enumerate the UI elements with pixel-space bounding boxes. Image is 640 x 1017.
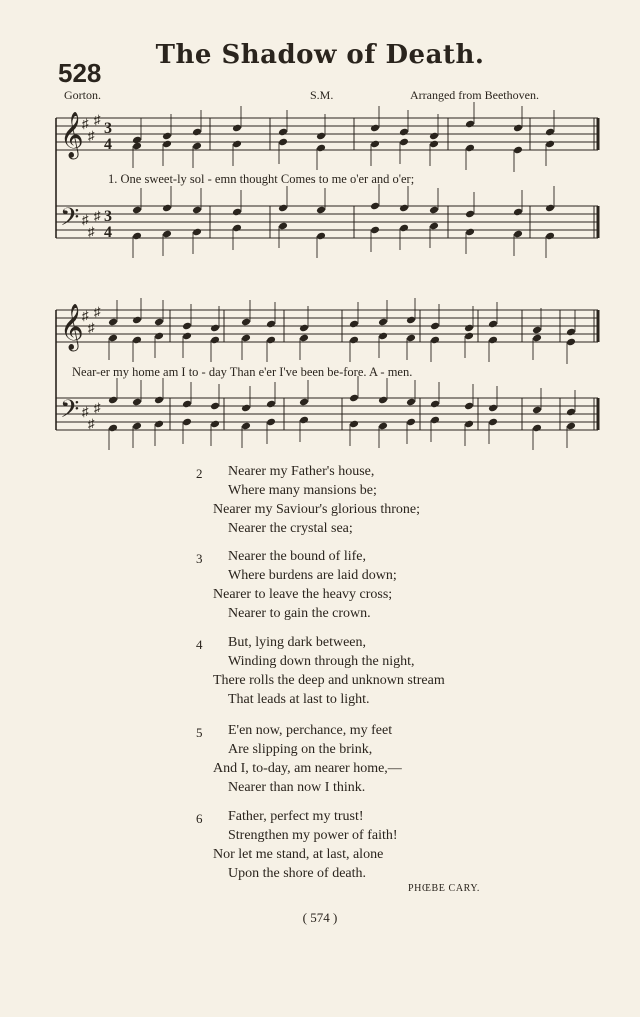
stanza-line: Nearer to gain the crown. [228, 606, 371, 621]
note-head [266, 320, 276, 329]
note-head [464, 332, 474, 341]
note-head [299, 324, 309, 333]
note-head [465, 120, 475, 129]
stanza-line: Where burdens are laid down; [228, 568, 397, 583]
note-head [299, 334, 309, 343]
stanza-line: Nearer to leave the heavy cross; [213, 587, 393, 602]
note-head [162, 140, 172, 149]
note-head [210, 324, 220, 333]
hymn-title: The Shadow of Death. [155, 40, 485, 70]
note-head [182, 418, 192, 427]
note-head [132, 232, 142, 241]
note-head [513, 124, 523, 133]
note-head [406, 316, 416, 325]
note-head [406, 334, 416, 343]
note-head [429, 132, 439, 141]
note-head [532, 406, 542, 415]
stanza-line: Nearer my Saviour's glorious throne; [213, 502, 421, 517]
note-head [316, 132, 326, 141]
sharp-sign: ♯ [82, 116, 89, 131]
note-head [532, 326, 542, 335]
stanza-line: That leads at last to light. [228, 692, 370, 707]
note-head [464, 402, 474, 411]
tune-name: Gorton. [64, 88, 101, 102]
sharp-sign: ♯ [82, 308, 89, 323]
stanza-number: 3 [196, 551, 203, 566]
lyric-line-2: Near-er my home am I to - day Than e'er I've been be-fore. A - men. [72, 365, 413, 379]
note-head [370, 140, 380, 149]
note-head [349, 320, 359, 329]
note-head [349, 394, 359, 403]
note-head [465, 228, 475, 237]
sharp-sign: ♯ [88, 416, 95, 431]
note-head [232, 140, 242, 149]
note-head [132, 206, 142, 215]
note-head [132, 142, 142, 151]
sharp-sign: ♯ [88, 128, 95, 143]
note-head [378, 422, 388, 431]
note-head [370, 226, 380, 235]
treble-clef: 𝄞 [60, 112, 84, 158]
note-head [316, 144, 326, 153]
note-head [488, 418, 498, 427]
note-head [513, 208, 523, 217]
note-head [192, 142, 202, 151]
stanza-line: Where many mansions be; [228, 483, 377, 498]
note-head [566, 328, 576, 337]
note-head [241, 422, 251, 431]
stanza-line: Nearer the crystal sea; [228, 521, 353, 536]
lyric-line-1: 1. One sweet-ly sol - emn thought Comes to me o'er and o'er; [108, 172, 415, 186]
time-signature: 4 [104, 224, 112, 241]
note-head [210, 402, 220, 411]
note-head [162, 204, 172, 213]
note-head [108, 424, 118, 433]
note-head [278, 204, 288, 213]
stanza-line: Winding down through the night, [228, 654, 415, 669]
note-head [182, 400, 192, 409]
note-head [370, 124, 380, 133]
note-head [132, 398, 142, 407]
bass-clef: 𝄢 [60, 395, 80, 430]
sharp-sign: ♯ [94, 112, 101, 127]
note-head [162, 132, 172, 141]
note-head [162, 230, 172, 239]
author-credit: PHŒBE CARY. [408, 883, 480, 894]
note-head [241, 404, 251, 413]
note-head [488, 404, 498, 413]
stanza-number: 5 [196, 725, 203, 740]
stanza-line: Father, perfect my trust! [228, 809, 364, 824]
note-head [566, 338, 576, 347]
note-head [108, 318, 118, 327]
note-head [513, 230, 523, 239]
stanza-number: 6 [196, 811, 203, 826]
note-head [430, 336, 440, 345]
stanza-number: 2 [196, 466, 203, 481]
note-head [266, 400, 276, 409]
note-head [299, 416, 309, 425]
note-head [406, 398, 416, 407]
note-head [545, 232, 555, 241]
note-head [316, 232, 326, 241]
note-head [465, 210, 475, 219]
note-head [241, 334, 251, 343]
stanza-line: But, lying dark between, [228, 635, 367, 650]
note-head [430, 400, 440, 409]
note-head [532, 424, 542, 433]
meter: S.M. [310, 88, 334, 102]
note-head [108, 396, 118, 405]
treble-clef: 𝄞 [60, 304, 84, 350]
hymn-number: 528 [58, 58, 102, 88]
note-head [399, 224, 409, 233]
note-head [378, 318, 388, 327]
time-signature: 4 [104, 136, 112, 153]
time-signature: 3 [104, 208, 112, 225]
note-head [464, 324, 474, 333]
note-head [488, 336, 498, 345]
note-head [429, 222, 439, 231]
note-head [429, 206, 439, 215]
note-head [399, 204, 409, 213]
page-number: ( 574 ) [302, 910, 338, 925]
stanza-line: Nearer than now I think. [228, 780, 366, 795]
note-head [266, 336, 276, 345]
sharp-sign: ♯ [94, 400, 101, 415]
note-head [299, 398, 309, 407]
note-head [241, 318, 251, 327]
stanza-line: Nor let me stand, at last, alone [213, 847, 384, 862]
note-head [464, 420, 474, 429]
note-head [545, 204, 555, 213]
note-head [378, 332, 388, 341]
note-head [154, 396, 164, 405]
sharp-sign: ♯ [88, 320, 95, 335]
note-head [132, 422, 142, 431]
note-head [192, 206, 202, 215]
note-head [232, 124, 242, 133]
note-head [210, 336, 220, 345]
sharp-sign: ♯ [82, 212, 89, 227]
note-head [154, 318, 164, 327]
arranger-credit: Arranged from Beethoven. [410, 88, 539, 102]
note-head [232, 224, 242, 233]
stanza-number: 4 [196, 637, 203, 652]
note-head [399, 128, 409, 137]
note-head [566, 422, 576, 431]
note-head [154, 332, 164, 341]
stanza-line: Nearer the bound of life, [228, 549, 366, 564]
stanza-line: Nearer my Father's house, [228, 464, 375, 479]
note-head [349, 336, 359, 345]
note-head [430, 416, 440, 425]
note-head [430, 322, 440, 331]
note-head [399, 138, 409, 147]
stanza-line: Upon the shore of death. [228, 866, 367, 881]
note-head [108, 334, 118, 343]
note-head [154, 420, 164, 429]
note-head [182, 322, 192, 331]
note-head [278, 138, 288, 147]
stanza-line: And I, to-day, am nearer home,— [213, 761, 402, 776]
note-head [210, 420, 220, 429]
time-signature: 3 [104, 120, 112, 137]
note-head [232, 208, 242, 217]
note-head [532, 334, 542, 343]
note-head [349, 420, 359, 429]
note-head [406, 418, 416, 427]
note-head [278, 222, 288, 231]
note-head [488, 320, 498, 329]
note-head [132, 316, 142, 325]
stanza-line: Strengthen my power of faith! [228, 828, 398, 843]
bass-clef: 𝄢 [60, 203, 80, 238]
music-score [0, 0, 640, 460]
note-head [513, 146, 523, 155]
note-head [278, 128, 288, 137]
note-head [266, 418, 276, 427]
note-head [545, 128, 555, 137]
stanza-line: E'en now, perchance, my feet [228, 723, 393, 738]
note-head [132, 336, 142, 345]
note-head [566, 408, 576, 417]
note-head [465, 144, 475, 153]
note-head [370, 202, 380, 211]
sharp-sign: ♯ [94, 304, 101, 319]
note-head [192, 128, 202, 137]
note-head [429, 140, 439, 149]
stanza-line: Are slipping on the brink, [228, 742, 373, 757]
sharp-sign: ♯ [94, 208, 101, 223]
note-head [192, 228, 202, 237]
note-head [545, 140, 555, 149]
note-head [378, 396, 388, 405]
sharp-sign: ♯ [82, 404, 89, 419]
stanza-line: There rolls the deep and unknown stream [213, 673, 445, 688]
sharp-sign: ♯ [88, 224, 95, 239]
note-head [316, 206, 326, 215]
note-head [182, 332, 192, 341]
